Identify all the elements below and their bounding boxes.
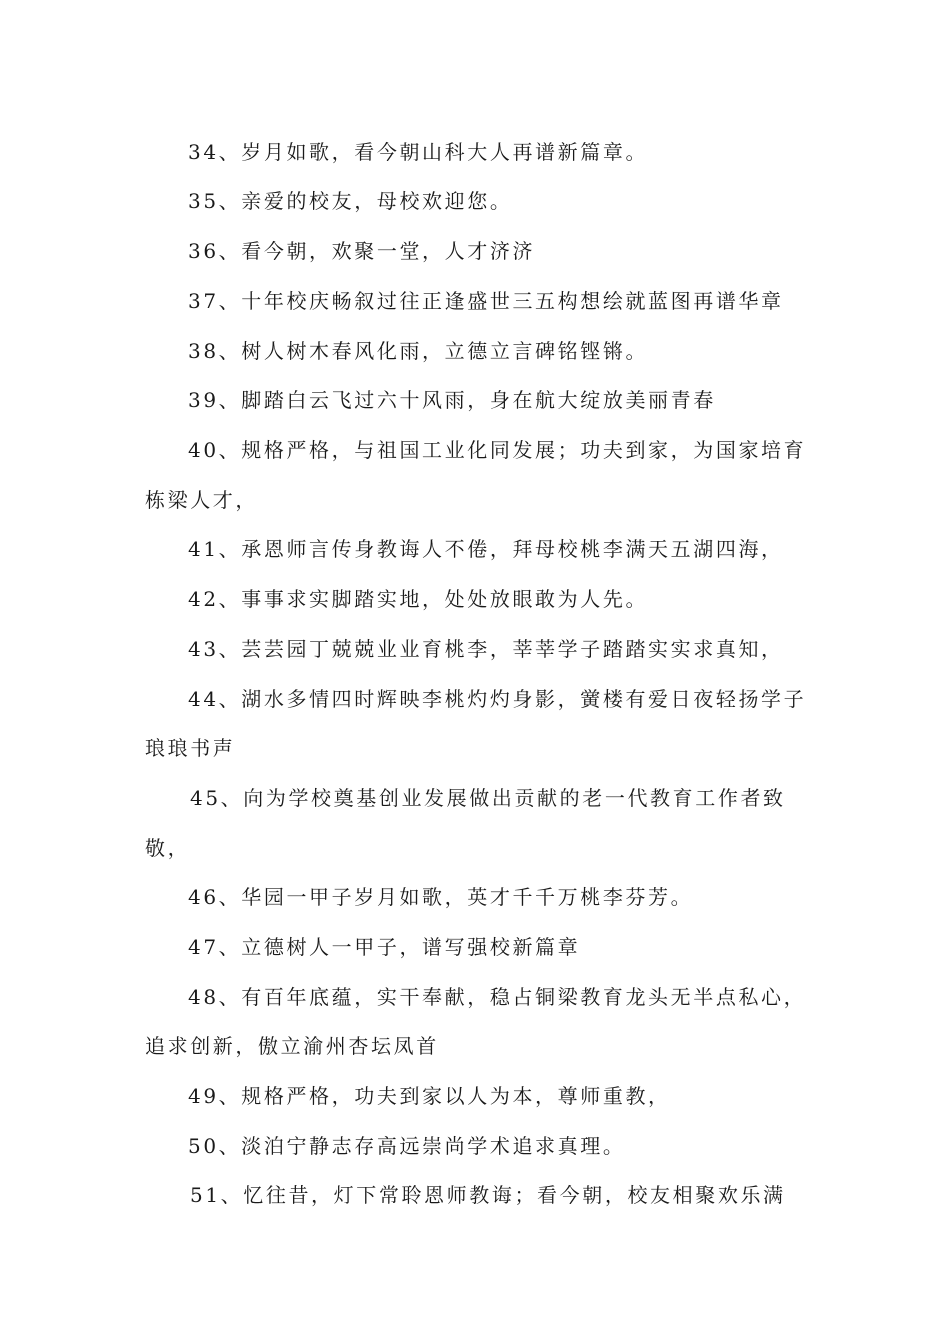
list-item: 47、立德树人一甲子，谱写强校新篇章	[188, 935, 581, 959]
list-item: 38、树人树木春风化雨，立德立言碑铭铿锵。	[188, 339, 649, 363]
list-item: 45、向为学校奠基创业发展做出贡献的老一代教育工作者致	[190, 786, 786, 810]
list-item: 36、看今朝，欢聚一堂，人才济济	[188, 239, 536, 263]
list-item: 35、亲爱的校友，母校欢迎您。	[188, 189, 513, 213]
list-item: 40、规格严格，与祖国工业化同发展；功夫到家，为国家培育	[188, 438, 807, 462]
list-item-continuation: 追求创新，傲立渝州杏坛凤首	[145, 1034, 439, 1058]
list-item-continuation: 敬，	[145, 836, 191, 860]
list-item-continuation: 琅琅书声	[145, 736, 236, 760]
list-item-continuation: 栋梁人才，	[145, 488, 258, 512]
list-item: 42、事事求实脚踏实地，处处放眼敢为人先。	[188, 587, 649, 611]
list-item: 44、湖水多情四时辉映李桃灼灼身影，黉楼有爱日夜轻扬学子	[188, 687, 807, 711]
list-item: 50、淡泊宁静志存高远崇尚学术追求真理。	[188, 1134, 626, 1158]
list-item: 46、华园一甲子岁月如歌，英才千千万桃李芬芳。	[188, 885, 694, 909]
list-item: 37、十年校庆畅叙过往正逢盛世三五构想绘就蓝图再谱华章	[188, 289, 784, 313]
list-item: 43、芸芸园丁兢兢业业育桃李，莘莘学子踏踏实实求真知，	[188, 637, 784, 661]
list-item: 51、忆往昔，灯下常聆恩师教诲；看今朝，校友相聚欢乐满	[190, 1183, 786, 1207]
list-item: 49、规格严格，功夫到家以人为本，尊师重教，	[188, 1084, 671, 1108]
list-item: 34、岁月如歌，看今朝山科大人再谱新篇章。	[188, 140, 649, 164]
list-item: 41、承恩师言传身教诲人不倦，拜母校桃李满天五湖四海，	[188, 537, 784, 561]
list-item: 39、脚踏白云飞过六十风雨，身在航大绽放美丽青春	[188, 388, 716, 412]
list-item: 48、有百年底蕴，实干奉献，稳占铜梁教育龙头无半点私心，	[188, 985, 807, 1009]
